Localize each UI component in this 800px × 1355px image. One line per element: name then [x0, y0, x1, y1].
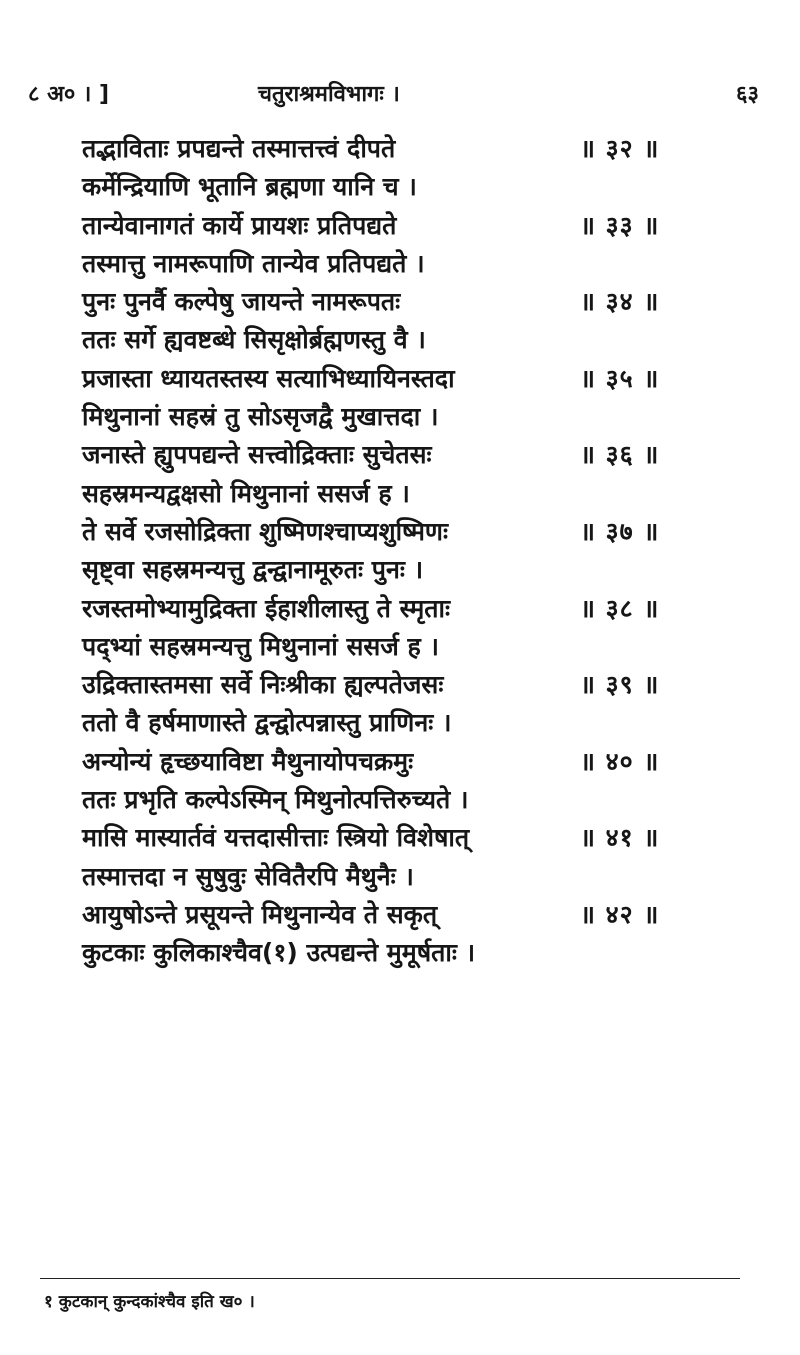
- verse-number: ॥ ३८ ॥: [580, 593, 660, 623]
- verse-line: [82, 283, 772, 321]
- verse-text: तान्येवानागतं कार्ये प्रायशः प्रतिपद्यते: [82, 210, 397, 240]
- verse-line: [82, 130, 772, 168]
- verse-number: ॥ ४२ ॥: [580, 899, 660, 929]
- verse-line: [82, 475, 772, 513]
- footnote-divider: [40, 1278, 740, 1279]
- verse-text: उद्रिक्तास्तमसा सर्वे निःश्रीका ह्यल्पतेजसः: [82, 670, 444, 700]
- verse-text: मासि मास्यार्तवं यत्तदासीत्ताः स्त्रियो विशेषात्: [82, 823, 470, 853]
- verse-text: अन्योन्यं हृच्छयाविष्टा मैथुनायोपचक्रमुः: [82, 746, 414, 776]
- verse-text: ततो वै हर्षमाणास्ते द्वन्द्वोत्पन्नास्तु प्राणिनः ।: [82, 708, 452, 738]
- verse-line: [82, 360, 772, 398]
- verse-number: ॥ ३५ ॥: [580, 363, 660, 393]
- verse-text: आयुषोऽन्ते प्रसूयन्ते मिथुनान्येव ते सकृत्: [82, 899, 438, 929]
- verse-line: [82, 551, 772, 589]
- verse-line: [82, 704, 772, 742]
- verse-text: ततः प्रभृति कल्पेऽस्मिन् मिथुनोत्पत्तिरुच्यते ।: [82, 785, 469, 815]
- verse-line: [82, 321, 772, 359]
- verse-number: ॥ ३२ ॥: [580, 134, 660, 163]
- running-title: चतुराश्रमविभागः ।: [258, 82, 400, 107]
- verse-block: [82, 130, 772, 973]
- verse-number: ॥ ३६ ॥: [580, 440, 660, 470]
- verse-text: पद्भ्यां सहस्रमन्यत्तु मिथुनानां ससर्ज ह ।: [82, 631, 439, 661]
- verse-text: कर्मेन्द्रियाणि भूतानि ब्रह्मणा यानि च ।: [82, 172, 417, 202]
- verse-number: ॥ ४० ॥: [580, 746, 660, 776]
- verse-text: ते सर्वे रजसोद्रिक्ता शुष्मिणश्चाप्यशुष्मिणः: [82, 516, 449, 546]
- verse-line: [82, 245, 772, 283]
- verse-number: ॥ ४१ ॥: [580, 823, 660, 853]
- verse-text: सृष्ट्वा सहस्रमन्यत्तु द्वन्द्वानामूरुतः पुनः ।: [82, 555, 424, 585]
- verse-line: [82, 666, 772, 704]
- verse-line: [82, 781, 772, 819]
- verse-number: ॥ ३९ ॥: [580, 670, 660, 700]
- footnote: १ कुटकान् कुन्दकांश्चैव इति ख० ।: [44, 1292, 255, 1312]
- chapter-reference: ८ अ० । ]: [28, 82, 110, 107]
- verse-line: [82, 858, 772, 896]
- verse-text: मिथुनानां सहस्रं तु सोऽसृजद्वै मुखात्तदा ।: [82, 402, 439, 432]
- verse-line: [82, 513, 772, 551]
- verse-line: [82, 628, 772, 666]
- verse-text: पुनः पुनर्वै कल्पेषु जायन्ते नामरूपतः: [82, 287, 401, 317]
- verse-number: ॥ ३७ ॥: [580, 516, 660, 546]
- verse-line: [82, 743, 772, 781]
- verse-line: [82, 398, 772, 436]
- verse-line: [82, 819, 772, 857]
- verse-text: तद्भाविताः प्रपद्यन्ते तस्मात्तत्त्वं दीपते: [82, 134, 396, 163]
- verse-line: [82, 436, 772, 474]
- verse-line: [82, 168, 772, 206]
- verse-text: रजस्तमोभ्यामुद्रिक्ता ईहाशीलास्तु ते स्मृताः: [82, 593, 451, 623]
- verse-line: [82, 896, 772, 934]
- verse-text: कुटकाः कुलिकाश्चैव(१) उत्पद्यन्ते मुमूर्षताः ।: [82, 938, 476, 968]
- verse-text: प्रजास्ता ध्यायतस्तस्य सत्याभिध्यायिनस्तदा: [82, 363, 455, 393]
- verse-text: तस्मात्तु नामरूपाणि तान्येव प्रतिपद्यते ।: [82, 248, 425, 278]
- verse-number: ॥ ३४ ॥: [580, 287, 660, 317]
- verse-line: [82, 934, 772, 972]
- verse-text: जनास्ते ह्युपपद्यन्ते सत्त्वोद्रिक्ताः सुचेतसः: [82, 440, 432, 470]
- page-number: ६३: [736, 82, 759, 107]
- verse-text: ततः सर्गे ह्यवष्टब्धे सिसृक्षोर्ब्रह्मणस्तु वै ।: [82, 325, 426, 355]
- verse-number: ॥ ३३ ॥: [580, 210, 660, 240]
- verse-text: तस्मात्तदा न सुषुवुः सेवितैरपि मैथुनैः ।: [82, 861, 414, 891]
- running-header: [0, 78, 800, 118]
- verse-line: [82, 207, 772, 245]
- verse-text: सहस्रमन्यद्वक्षसो मिथुनानां ससर्ज ह ।: [82, 478, 410, 508]
- verse-line: [82, 590, 772, 628]
